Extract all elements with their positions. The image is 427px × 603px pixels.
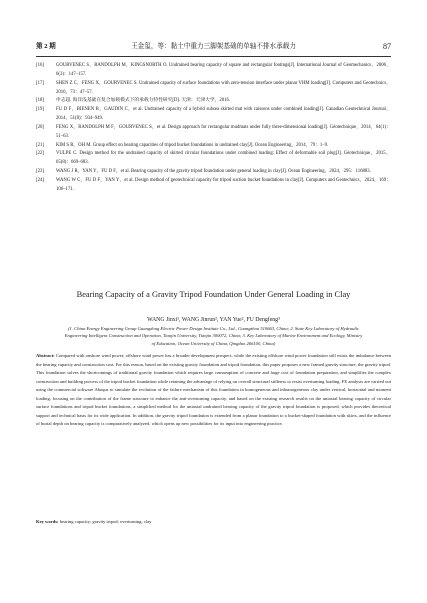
reference-text: 申志超. 海洋浅基础在复合加载模式下的承载力特性研究[D]. 天津：天津大学，2016. — [56, 98, 231, 104]
page-number: 87 — [383, 42, 391, 51]
reference-text: FU D F，BIENEN B，GAUDIN C，et al. Undrained capacity of a hybrid subsea skirted mat with caissons under combined loading[J]. Canadian Geotechnical Journal，2014，51(8)：934–949. — [56, 107, 391, 122]
reference-text: FENG X，RANDOLPH M F，GOURVENEC S，et al. Design approach for rectangular mudmats under fully three-dimensional loading[J]. Géotechnique，2014，64(1)：51–63. — [56, 124, 391, 139]
reference-item — [36, 80, 391, 98]
reference-number: [24] — [36, 177, 44, 183]
affiliation: (1. China Energy Engineering Group Guangdong Electric Power Design Institute Co., Ltd., Guangzhou 510663, China; 2. State Key Laboratory of Hydraulic Engineering Intelligent Construction and Operation, Tianjin University, Tianjin 300072, China; 3. Key Laboratory of Marine Environment and Ecology, Ministry of Education, Ocean University of China, Qingdao 266100, China) — [64, 326, 363, 346]
abstract-text: Compared with onshore wind power, offshore wind power has a broader development prospect, while the existing offshore wind power foundation still exists the imbalance between the bearing capacity and construction cost. For this reason, based on the existing gravity foundation and tripod foundation, this paper proposes a new framed gravity structure, the gravity tripod. This foundation solves the shortcomings of traditional gravity foundation which requires large consumption of concrete and large cost of foundation preparation, and simplifies the complex construction and building process of the tripod bucket foundation while retaining the advantage of relying on overall structural stiffness to resist overturning loading. FE analysis are carried out using the commercial software Abaqus to simulate the evolution of the failure mechanism of this foundation in homogeneous and inhomogeneous clay under vertical, horizontal and moment loading, focusing on the contribution of the frame structure to enhance the anti-overturning capacity, and based on the existing research results on the uniaxial bearing capacity of circular surface foundations and tripod bucket foundations, a simplified method for the uniaxial undrained bearing capacity of the gravity tripod foundation is proposed, which provides theoretical support and technical basis for its wide application. In addition, the gravity tripod foundation is extended from a planar foundation to a bucket-shaped foundation with skirts, and the influence of burial depth on bearing capacity is comparatively analyzed, which opens up new possibilities for its input into engineering practice. — [36, 353, 391, 427]
author-list: WANG Jinxi¹, WANG Jinrun², YAN Yue², FU Dengfeng³ — [147, 317, 280, 323]
keywords-text: bearing capacity; gravity tripod; overturning; clay — [59, 519, 152, 524]
reference-text: KIM S R，OH M. Group effect on bearing capacities of tripod bucket foundations in undrained clay[J]. Ocean Engineering，2014，79：1–9. — [56, 142, 329, 148]
reference-text: SHEN Z C，FENG X，GOURVENEC S. Undrained capacity of surface foundations with zero-tension interface under planar VHM loading[J]. Computers and Geotechnics，2016，73：47–57. — [56, 80, 391, 95]
reference-text: GOURVENEC S，RANDOLPH M，KINGSNORTH O. Undrained bearing capacity of square and rectangular footings[J]. International Journal of Geomechanics，2006，6(3)：147–157. — [56, 63, 391, 77]
reference-item — [36, 97, 391, 106]
reference-item — [36, 177, 391, 195]
reference-number: [18] — [36, 98, 44, 104]
reference-number: [19] — [36, 107, 44, 113]
issue-label: 第 2 期 — [36, 43, 56, 50]
reference-number: [17] — [36, 80, 44, 86]
page-header — [36, 40, 391, 54]
reference-list — [36, 62, 391, 195]
reference-text: WANG J R，YAN Y，FU D F，et al. Bearing capacity of the gravity tripod foundation under general loading in clay[J]. Ocean Engineering，2024，295：116883. — [56, 169, 371, 175]
reference-number: [22] — [36, 151, 44, 157]
reference-number: [21] — [36, 142, 44, 148]
reference-number: [16] — [36, 63, 44, 68]
reference-item — [36, 150, 391, 168]
abstract-label: Abstract: — [36, 353, 55, 358]
reference-item — [36, 168, 391, 177]
reference-text: VULPE C. Design method for the undrained capacity of skirted circular foundations under combined loading: Effect of deformable soil plug[J]. Géotechnique，2015，65(8)：669–683. — [56, 151, 391, 166]
reference-item — [36, 106, 391, 124]
reference-item — [36, 124, 391, 142]
reference-item — [36, 62, 391, 80]
reference-number: [20] — [36, 124, 44, 130]
running-title: 王金玺，等：黏土中重力三脚架基础的单轴不排水承载力 — [131, 43, 296, 50]
keywords — [36, 518, 391, 527]
reference-item — [36, 142, 391, 151]
abstract — [36, 352, 391, 429]
english-title: Bearing Capacity of a Gravity Tripod Foundation Under General Loading in Clay — [76, 290, 351, 299]
keywords-label: Key words: — [36, 519, 59, 524]
header-rule — [36, 56, 391, 57]
reference-text: WANG W C，FU D F，YAN Y，et al. Design method of geotechnical capacity for tripod suction bucket foundations in clay[J]. Computers and Geotechnics，2024，169：106–171. — [56, 177, 391, 192]
reference-number: [23] — [36, 169, 44, 175]
